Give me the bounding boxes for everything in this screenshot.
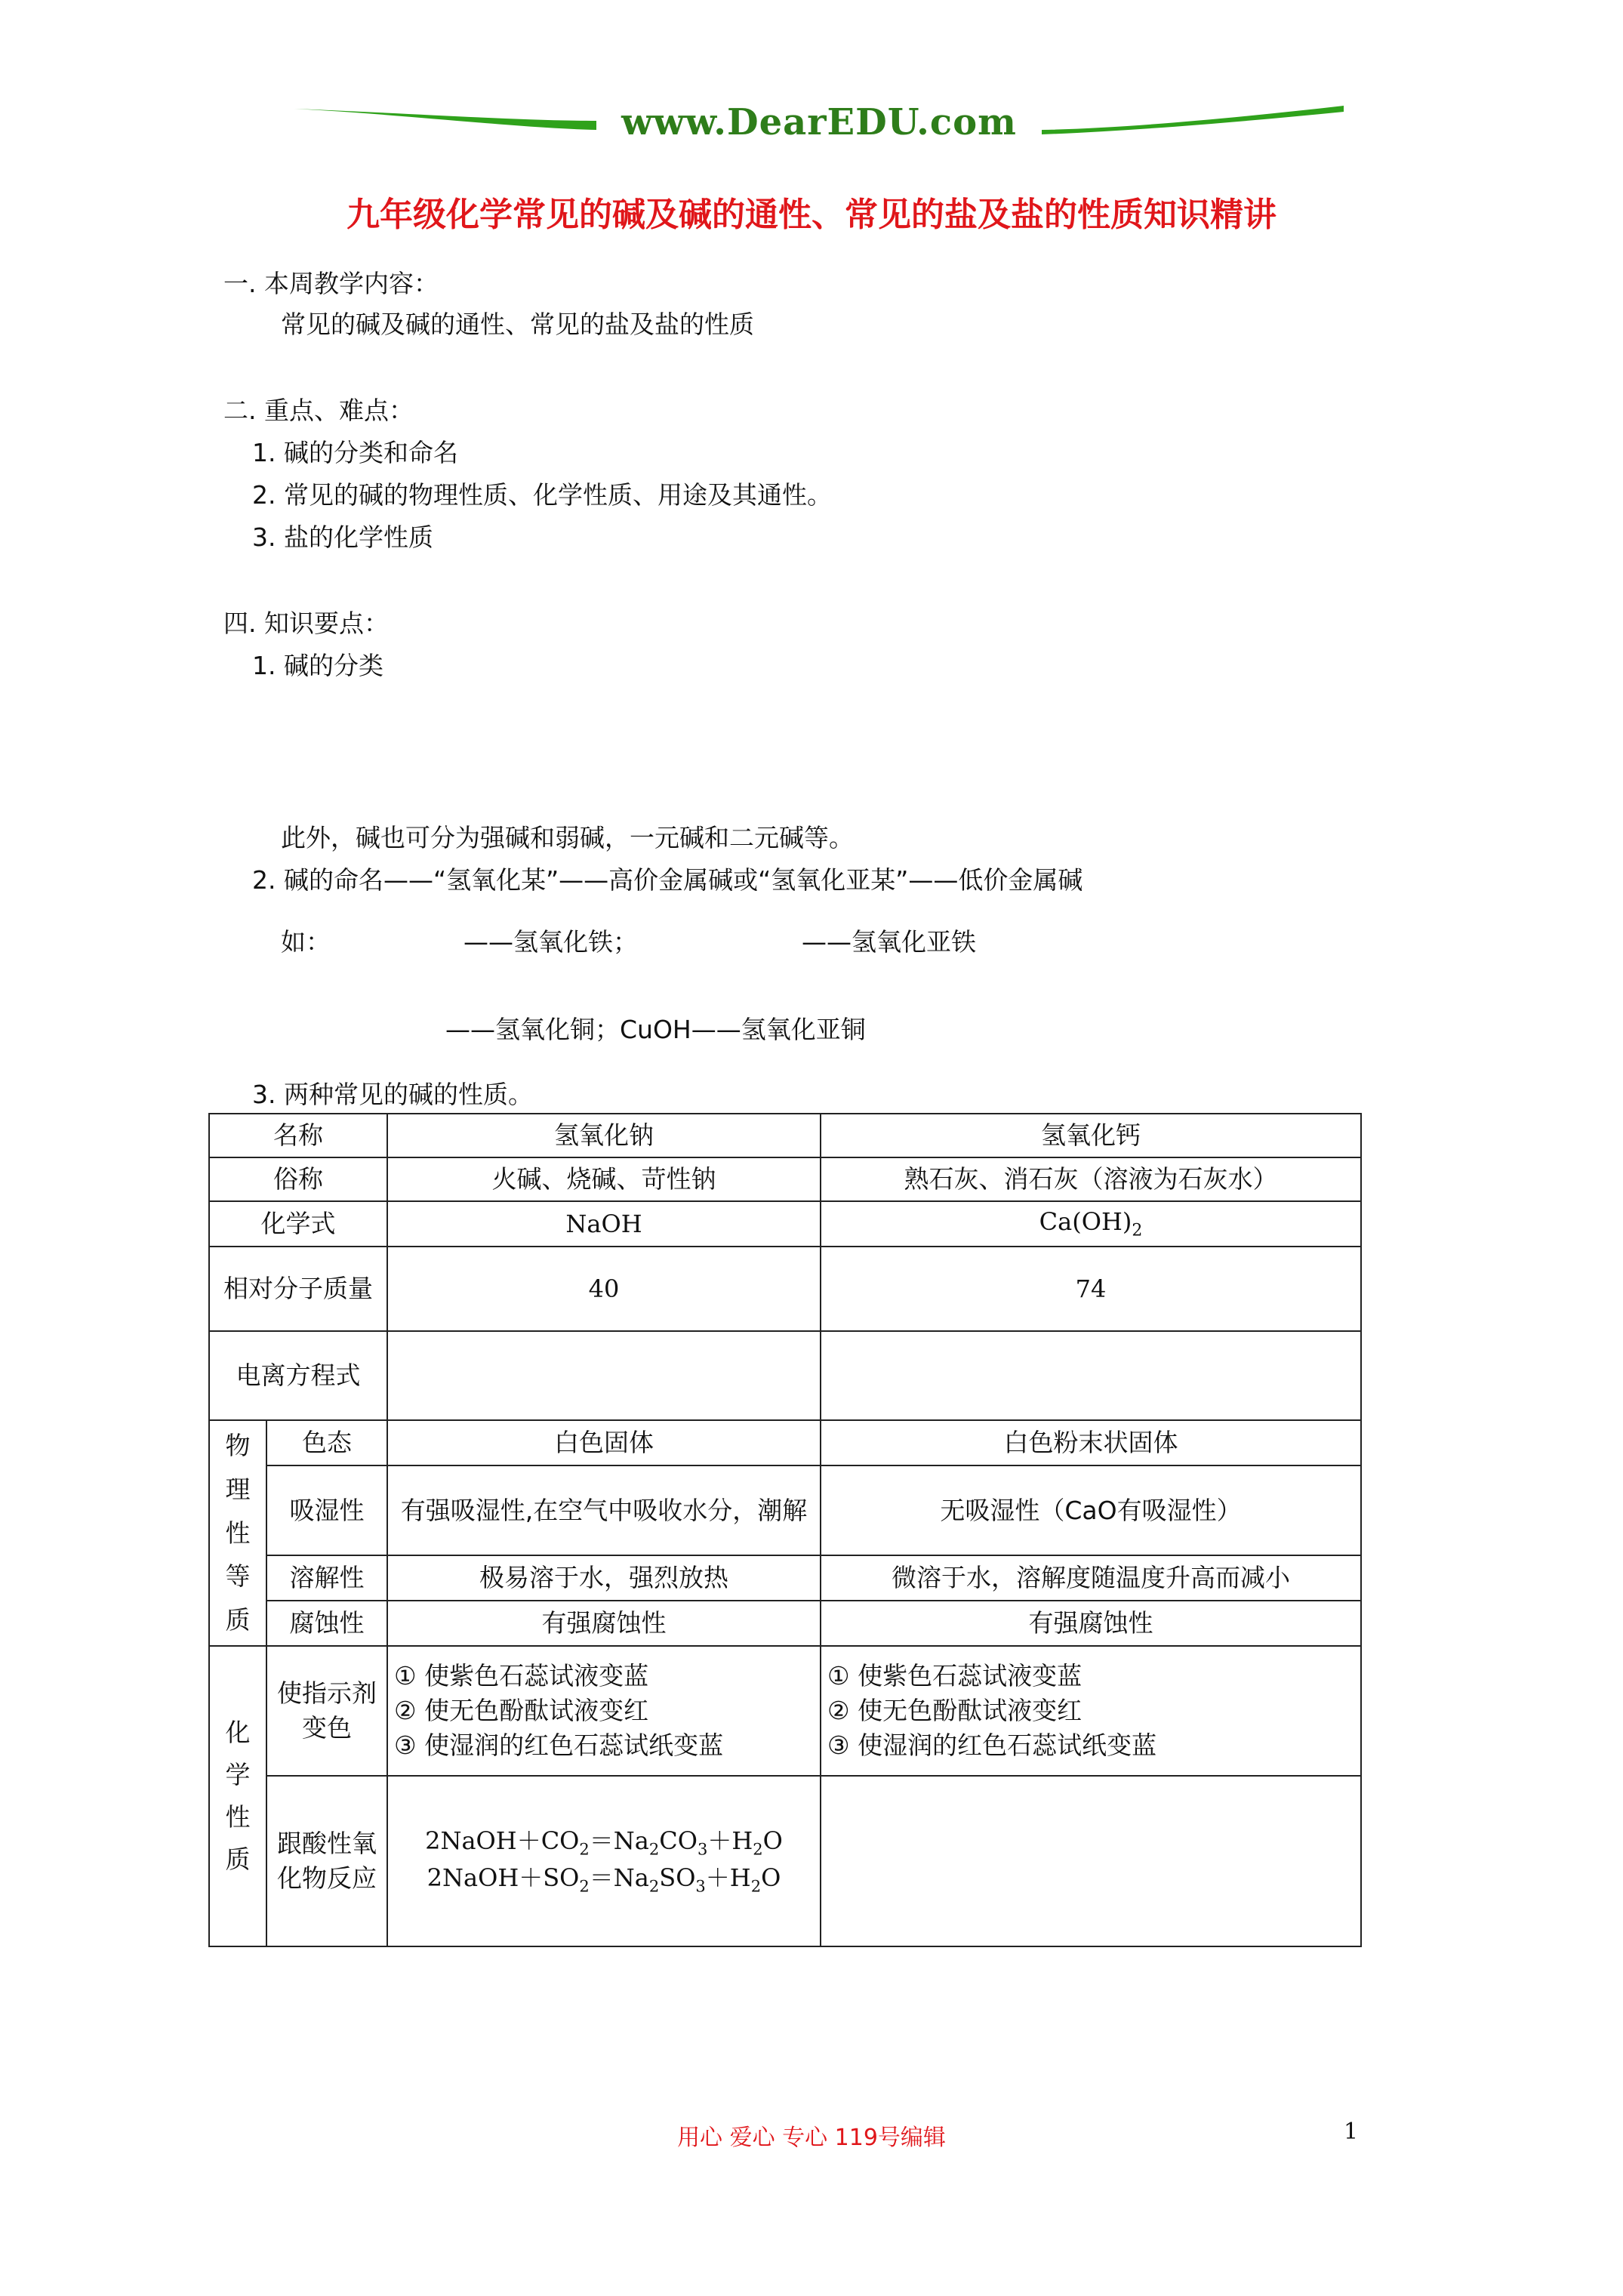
table-cell: 白色固体 <box>387 1420 821 1465</box>
example-label: 如： <box>281 927 331 957</box>
list-item: 2. 碱的命名——“氢氧化某”——高价金属碱或“氢氧化亚某”——低价金属碱 <box>252 865 1083 895</box>
table-cell: 吸湿性 <box>266 1465 387 1556</box>
section-content-1: 常见的碱及碱的通性、常见的盐及盐的性质 <box>281 310 754 339</box>
note-text: 此外，碱也可分为强碱和弱碱，一元碱和二元碱等。 <box>281 823 854 852</box>
example-text: ——氢氧化铜；CuOH——氢氧化亚铜 <box>445 1015 866 1044</box>
table-cell: 有强腐蚀性 <box>387 1601 821 1646</box>
list-item: ② 使无色酚酞试液变红 <box>394 1695 649 1725</box>
table-row <box>209 1331 1361 1420</box>
page-title: 九年级化学常见的碱及碱的通性、常见的盐及盐的性质知识精讲 <box>346 196 1277 234</box>
list-item: ③ 使湿润的红色石蕊试纸变蓝 <box>394 1730 724 1761</box>
list-item: 1. 碱的分类 <box>252 651 383 680</box>
list-item: 3. 两种常见的碱的性质。 <box>252 1080 533 1109</box>
table-row <box>209 1465 1361 1556</box>
table-cell <box>387 1331 821 1420</box>
list-item: ③ 使湿润的红色石蕊试纸变蓝 <box>827 1730 1157 1761</box>
table-cell <box>821 1201 1361 1247</box>
chemical-equation: $2NaOH+CO_2=Na_2CO_3+H_2O$ <box>425 1826 783 1859</box>
table-row <box>209 1157 1361 1201</box>
table-cell: 40 <box>387 1247 821 1331</box>
table-cell: 溶解性 <box>266 1555 387 1601</box>
table-cell: 火碱、烧碱、苛性钠 <box>387 1157 821 1201</box>
site-header <box>294 98 1344 143</box>
table-cell: 白色粉末状固体 <box>821 1420 1361 1465</box>
table-cell: 腐蚀性 <box>266 1601 387 1646</box>
site-logo: www.DearEDU.com <box>621 101 1017 143</box>
table-cell: 相对分子质量 <box>209 1247 387 1331</box>
table-cell: 氢氧化钙 <box>821 1114 1361 1157</box>
table-row <box>209 1247 1361 1331</box>
list-item: 2. 常见的碱的物理性质、化学性质、用途及其通性。 <box>252 480 832 510</box>
table-cell: 跟酸性氧化物反应 <box>266 1776 387 1946</box>
table-group-label: 物理性等质 <box>209 1420 266 1646</box>
table-row <box>209 1646 1361 1776</box>
list-item: ① 使紫色石蕊试液变蓝 <box>827 1660 1083 1690</box>
list-item: 3. 盐的化学性质 <box>252 522 433 552</box>
table-cell: 微溶于水，溶解度随温度升高而减小 <box>821 1555 1361 1601</box>
table-row <box>209 1201 1361 1247</box>
list-item: 1. 碱的分类和命名 <box>252 438 458 467</box>
table-cell: 电离方程式 <box>209 1331 387 1420</box>
table-group-label: 化学性质 <box>209 1646 266 1946</box>
example-text: ——氢氧化铁； <box>463 927 638 957</box>
table-cell: 化学式 <box>209 1201 387 1247</box>
base-properties-table <box>208 1113 1362 1947</box>
formula-subscript: 2 <box>1132 1221 1143 1240</box>
table-cell: 有强吸湿性,在空气中吸收水分，潮解 <box>387 1465 821 1556</box>
table-cell: 熟石灰、消石灰（溶液为石灰水） <box>821 1157 1361 1201</box>
section-heading-1: 一. 本周教学内容： <box>223 269 439 298</box>
table-cell: 74 <box>821 1247 1361 1331</box>
table-row <box>209 1420 1361 1465</box>
page-number: 1 <box>1344 2119 1359 2145</box>
table-cell: 使指示剂变色 <box>266 1646 387 1776</box>
table-row <box>209 1114 1361 1157</box>
table-cell <box>821 1331 1361 1420</box>
table-cell <box>387 1646 821 1776</box>
list-item: ① 使紫色石蕊试液变蓝 <box>394 1660 649 1690</box>
table-row <box>209 1555 1361 1601</box>
table-cell: 俗称 <box>209 1157 387 1201</box>
table-cell: 极易溶于水，强烈放热 <box>387 1555 821 1601</box>
section-heading-4: 四. 知识要点： <box>223 609 389 638</box>
table-cell <box>821 1776 1361 1946</box>
page-footer: 用心 爱心 专心 119号编辑 <box>677 2125 946 2151</box>
chemical-equation: $2NaOH+SO_2=Na_2SO_3+H_2O$ <box>427 1863 781 1896</box>
table-cell: 氢氧化钠 <box>387 1114 821 1157</box>
section-heading-2: 二. 重点、难点： <box>223 396 414 425</box>
table-cell: 色态 <box>266 1420 387 1465</box>
list-item: ② 使无色酚酞试液变红 <box>827 1695 1083 1725</box>
table-cell: 有强腐蚀性 <box>821 1601 1361 1646</box>
table-row <box>209 1776 1361 1946</box>
table-cell <box>821 1646 1361 1776</box>
table-cell: 名称 <box>209 1114 387 1157</box>
table-cell: 无吸湿性（CaO有吸湿性） <box>821 1465 1361 1556</box>
formula-text: Ca(OH) <box>1039 1207 1132 1236</box>
table-row <box>209 1601 1361 1646</box>
table-cell <box>387 1776 821 1946</box>
example-text: ——氢氧化亚铁 <box>802 927 976 957</box>
table-cell: NaOH <box>387 1201 821 1247</box>
